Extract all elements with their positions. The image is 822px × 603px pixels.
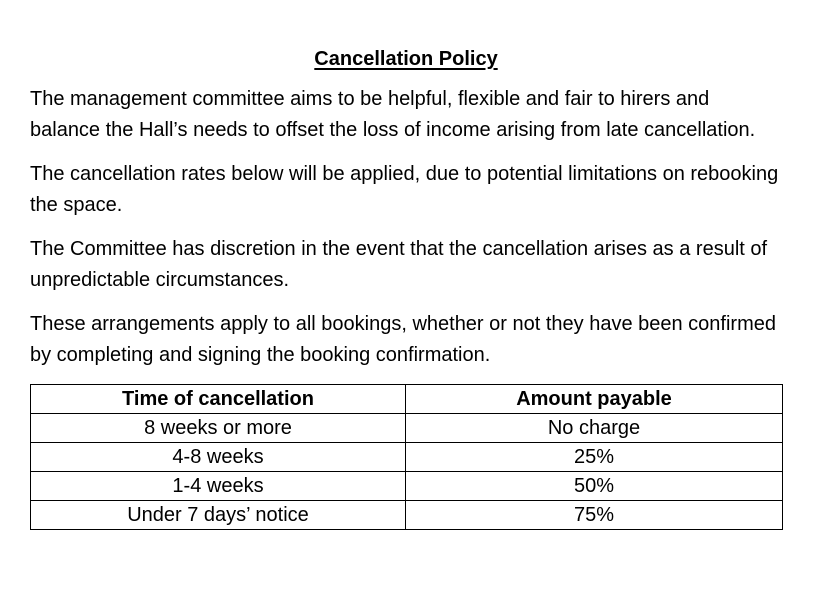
cell-time: Under 7 days’ notice xyxy=(31,501,406,530)
table-row xyxy=(31,472,783,501)
cancellation-table xyxy=(30,384,783,530)
table-row xyxy=(31,443,783,472)
header-amount-payable: Amount payable xyxy=(406,385,783,414)
document-page xyxy=(30,44,782,530)
cell-time: 8 weeks or more xyxy=(31,414,406,443)
cell-time: 1-4 weeks xyxy=(31,472,406,501)
cell-amount: 50% xyxy=(406,472,783,501)
document-title: Cancellation Policy xyxy=(314,48,498,70)
cell-amount: No charge xyxy=(406,414,783,443)
cell-time: 4-8 weeks xyxy=(31,443,406,472)
header-time-of-cancellation: Time of cancellation xyxy=(31,385,406,414)
paragraph-rates: The cancellation rates below will be applied, due to potential limitations on rebooking the space. xyxy=(30,163,779,216)
paragraph-arrangements: These arrangements apply to all bookings, whether or not they have been confirmed by completing and signing the booking confirmation. xyxy=(30,313,776,366)
paragraph-intro: The management committee aims to be helpful, flexible and fair to hirers and balance the Hall’s needs to offset the loss of income arising from late cancellation. xyxy=(30,88,756,141)
table-header-row xyxy=(31,385,783,414)
cell-amount: 25% xyxy=(406,443,783,472)
cell-amount: 75% xyxy=(406,501,783,530)
table-row xyxy=(31,501,783,530)
table-row xyxy=(31,414,783,443)
paragraph-discretion: The Committee has discretion in the event that the cancellation arises as a result of unpredictable circumstances. xyxy=(30,238,768,291)
